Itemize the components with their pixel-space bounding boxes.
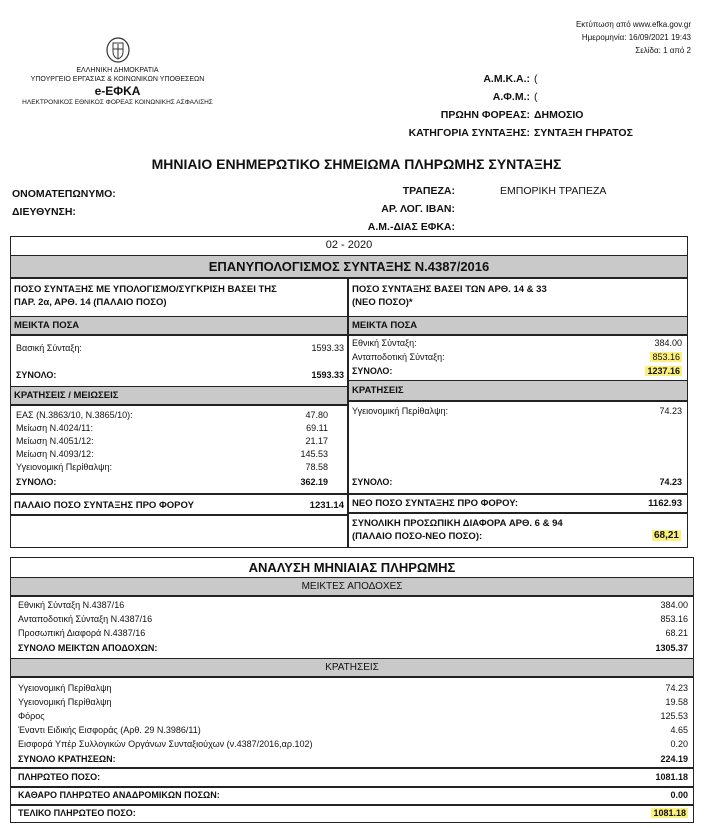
diff-value-wrap [652,530,681,541]
analysis-title: ΑΝΑΛΥΣΗ ΜΗΝΙΑΙΑΣ ΠΛΗΡΩΜΗΣ [248,560,456,575]
deduction-value: 4.65 [670,725,688,735]
right-header-line1: ΠΟΣΟ ΣΥΝΤΑΞΗΣ ΒΑΣΕΙ ΤΩΝ ΑΡΘ. 14 & 33 [352,284,547,295]
deduction-label: Εισφορά Υπέρ Συλλογικών Οργάνων Συνταξιούχων (ν.4387/2016,αρ.102) [18,739,313,749]
left-gross-total-value: 1593.33 [311,370,344,380]
earnings-row [18,628,688,638]
earnings-label: Προσωπική Διαφορά Ν.4387/16 [18,628,146,638]
earnings-label: Ανταποδοτική Σύνταξη Ν.4387/16 [18,614,153,624]
name-label: ΟΝΟΜΑΤΕΠΩΝΥΜΟ: [12,188,116,200]
diff-label-line2: (ΠΑΛΑΙΟ ΠΟΣΟ-ΝΕΟ ΠΟΣΟ): [352,531,483,542]
period: 02 - 2020 [325,239,373,251]
left-gross-title: ΜΕΙΚΤΑ ΠΟΣΑ [14,320,80,331]
right-national-row [352,338,682,348]
right-contrib-label: Ανταποδοτική Σύνταξη: [352,352,445,362]
left-ded-value: 47.80 [305,410,328,420]
left-basic-label: Βασική Σύνταξη: [16,343,82,353]
deduction-row [18,739,688,749]
left-ded-value: 69.11 [306,423,328,433]
deduction-row [18,697,688,707]
org-full: ΗΛΕΚΤΡΟΝΙΚΟΣ ΕΘΝΙΚΟΣ ΦΟΡΕΑΣ ΚΟΙΝΩΝΙΚΗΣ ΑΣΦΑΛΙΣΗΣ [22,99,213,106]
net-retro-value: 0.00 [670,790,688,800]
left-basic-value: 1593.33 [311,343,344,353]
payable-row [18,772,688,782]
earnings-total-label: ΣΥΝΟΛΟ ΜΕΙΚΤΩΝ ΑΠΟΔΟΧΩΝ: [18,643,158,653]
prev-fund-value: ΔΗΜΟΣΙΟ [534,109,584,121]
print-info [576,18,691,57]
right-gross-total-label: ΣΥΝΟΛΟ: [352,366,393,376]
left-ded-row [16,423,328,433]
category-label: ΚΑΤΗΓΟΡΙΑ ΣΥΝΤΑΞΗΣ: [408,127,530,139]
left-gross-total-label: ΣΥΝΟΛΟ: [16,370,57,380]
deduction-label: Υγειονομική Περίθαλψη [18,683,112,693]
net-retro-label: ΚΑΘΑΡΟ ΠΛΗΡΩΤΕΟ ΑΝΑΔΡΟΜΙΚΩΝ ΠΟΣΩΝ: [18,790,220,800]
right-header-line2: (ΝΕΟ ΠΟΣΟ)* [352,297,413,308]
org-name: e-ΕΦΚΑ [94,84,141,98]
diff-value: 68,21 [653,530,679,541]
left-ded-row [16,436,328,446]
earnings-value: 384.00 [660,600,688,610]
left-ded-label: Μείωση Ν.4024/11: [16,423,93,433]
print-source: Εκτύπωση από www.efka.gov.gr [575,20,691,29]
efka-id-label: Α.Μ.-ΔΙΑΣ ΕΦΚΑ: [367,221,455,233]
bank-value: ΕΜΠΟΡΙΚΗ ΤΡΑΠΕΖΑ [500,185,607,197]
greek-emblem-icon [105,36,131,64]
left-ded-row [16,410,328,420]
deductions-title: ΚΡΑΤΗΣΕΙΣ [325,662,379,673]
deductions-total-row [18,754,688,764]
net-retro-row [18,790,688,800]
old-amount-value: 1231.14 [309,500,344,511]
right-ded-total-row [352,477,682,487]
bank-block [367,182,607,236]
right-ded-total-value: 74.23 [659,477,682,487]
left-header-line1: ΠΟΣΟ ΣΥΝΤΑΞΗΣ ΜΕ ΥΠΟΛΟΓΙΣΜΟ/ΣΥΓΚΡΙΣΗ ΒΑΣΕΙ ΤΗΣ [14,284,277,295]
right-gross-total-row [352,366,682,376]
afm-label: Α.Φ.Μ.: [492,91,530,103]
left-ded-value: 78.58 [305,462,328,472]
org-block [10,36,225,107]
payable-label: ΠΛΗΡΩΤΕΟ ΠΟΣΟ: [18,772,101,782]
earnings-value: 68.21 [665,628,688,638]
bank-label: ΤΡΑΠΕΖΑ: [402,185,455,197]
amka-label: Α.Μ.Κ.Α.: [483,73,530,85]
earnings-row [18,600,688,610]
payable-value: 1081.18 [655,772,688,782]
org-line1: ΕΛΛΗΝΙΚΗ ΔΗΜΟΚΡΑΤΙΑ [76,67,159,74]
left-header-line2: ΠΑΡ. 2α, ΑΡΘ. 14 (ΠΑΛΑΙΟ ΠΟΣΟ) [14,297,167,308]
page-number: Σελίδα: 1 από 2 [635,46,691,55]
left-ded-total-label: ΣΥΝΟΛΟ: [16,477,57,487]
left-basic-row [16,343,344,353]
amka-value: ( [534,73,538,85]
left-ded-total-row [16,477,328,487]
new-amount-row [352,498,682,509]
recalc-title: ΕΠΑΝΥΠΟΛΟΓΙΣΜΟΣ ΣΥΝΤΑΞΗΣ Ν.4387/2016 [208,259,490,274]
earnings-total-value: 1305.37 [655,643,688,653]
right-health-value: 74.23 [659,406,682,416]
deduction-label: Φόρος [18,711,45,721]
person-labels [12,185,116,221]
org-line2: ΥΠΟΥΡΓΕΙΟ ΕΡΓΑΣΙΑΣ & ΚΟΙΝΩΝΙΚΩΝ ΥΠΟΘΕΣΕΩΝ [30,76,205,83]
left-ded-label: ΕΑΣ (Ν.3863/10, Ν.3865/10): [16,410,133,420]
prev-fund-label: ΠΡΩΗΝ ΦΟΡΕΑΣ: [440,109,530,121]
deductions-total-label: ΣΥΝΟΛΟ ΚΡΑΤΗΣΕΩΝ: [18,754,116,764]
right-gross-title: ΜΕΙΚΤΑ ΠΟΣΑ [352,320,418,331]
right-health-row [352,406,682,416]
earnings-total-row [18,643,688,653]
left-header [14,283,277,309]
left-ded-value: 145.53 [300,449,328,459]
right-contrib-value: 853.16 [652,352,680,362]
left-ded-label: Υγειονομική Περίθαλψη: [16,462,113,472]
deductions-total-value: 224.19 [660,754,688,764]
iban-label: ΑΡ. ΛΟΓ. ΙΒΑΝ: [381,203,455,215]
right-national-label: Εθνική Σύνταξη: [352,338,417,348]
deduction-row [18,725,688,735]
left-ded-value: 21.17 [305,436,328,446]
deduction-row [18,683,688,693]
right-ded-title: ΚΡΑΤΗΣΕΙΣ [352,385,404,396]
deduction-value: 74.23 [665,683,688,693]
earnings-value: 853.16 [660,614,688,624]
final-row [18,808,688,818]
right-header [352,283,547,309]
document-title: ΜΗΝΙΑΙΟ ΕΝΗΜΕΡΩΤΙΚΟ ΣΗΜΕΙΩΜΑ ΠΛΗΡΩΜΗΣ ΣΥΝΤΑΞΗΣ [151,156,562,172]
right-contrib-row [352,352,682,362]
right-ded-total-label: ΣΥΝΟΛΟ: [352,477,393,487]
deduction-value: 19.58 [665,697,688,707]
left-ded-label: Μείωση Ν.4051/12: [16,436,94,446]
final-value: 1081.18 [653,808,686,818]
left-ded-label: Μείωση Ν.4093/12: [16,449,94,459]
earnings-label: Εθνική Σύνταξη Ν.4387/16 [18,600,125,610]
right-national-value: 384.00 [654,338,682,348]
print-date: Ημερομηνία: 16/09/2021 19:43 [581,33,691,42]
left-ded-title: ΚΡΑΤΗΣΕΙΣ / ΜΕΙΩΣΕΙΣ [14,390,119,401]
final-label: ΤΕΛΙΚΟ ΠΛΗΡΩΤΕΟ ΠΟΣΟ: [18,808,136,818]
afm-value: ( [534,91,538,103]
right-gross-total-value: 1237.16 [647,366,680,376]
deduction-label: Έναντι Ειδικής Εισφοράς (Αρθ. 29 Ν.3986/11) [18,725,201,735]
address-label: ΔΙΕΥΘΥΝΣΗ: [12,206,76,218]
deduction-value: 0.20 [670,739,688,749]
info-block [360,70,680,142]
earnings-row [18,614,688,624]
earnings-title: ΜΕΙΚΤΕΣ ΑΠΟΔΟΧΕΣ [301,581,403,592]
new-amount-label: ΝΕΟ ΠΟΣΟ ΣΥΝΤΑΞΗΣ ΠΡΟ ΦΟΡΟΥ: [352,498,519,509]
deduction-value: 125.53 [660,711,688,721]
new-amount-value: 1162.93 [648,498,682,509]
deduction-label: Υγειονομική Περίθαλψη [18,697,112,707]
old-amount-row [14,500,344,511]
left-gross-total-row [16,370,344,380]
left-ded-row [16,449,328,459]
diff-label [352,517,563,543]
right-health-label: Υγειονομική Περίθαλψη: [352,406,449,416]
category-value: ΣΥΝΤΑΞΗ ΓΗΡΑΤΟΣ [534,127,633,139]
diff-label-line1: ΣΥΝΟΛΙΚΗ ΠΡΟΣΩΠΙΚΗ ΔΙΑΦΟΡΑ ΑΡΘ. 6 & 94 [352,518,563,529]
left-ded-total-value: 362.19 [300,477,328,487]
left-ded-row [16,462,328,472]
deduction-row [18,711,688,721]
old-amount-label: ΠΑΛΑΙΟ ΠΟΣΟ ΣΥΝΤΑΞΗΣ ΠΡΟ ΦΟΡΟΥ [14,500,194,511]
